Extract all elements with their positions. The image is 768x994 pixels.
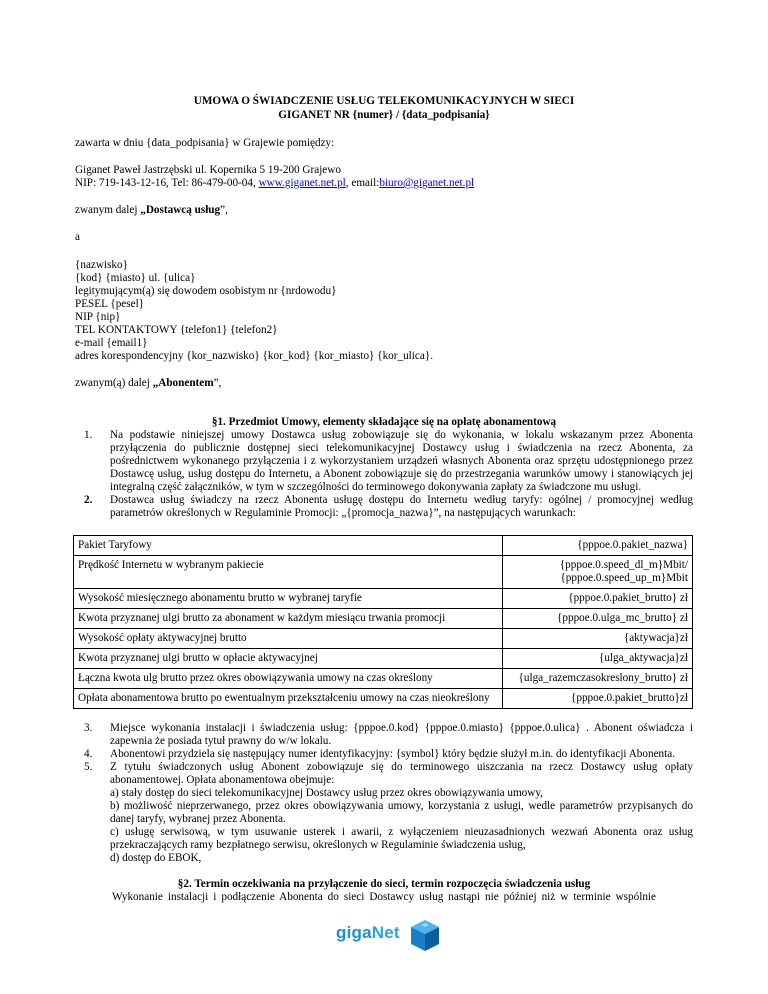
table-row	[74, 556, 693, 589]
tariff-label: Wysokość opłaty aktywacyjnej brutto	[74, 629, 503, 649]
tariff-label: Wysokość miesięcznego abonamentu brutto w wybranej taryfie	[74, 589, 503, 609]
title-line-1: UMOWA O ŚWIADCZENIE USŁUG TELEKOMUNIKACYJNYCH W SIECI	[193, 95, 575, 107]
logo-wordmark	[336, 923, 400, 942]
sublist-item: c) usługę serwisową, w tym usuwanie usterek i awarii, z wyłączeniem nieuzasadnionych wezwań Abonenta oraz usług przekraczających ramy bezpłatnego serwisu, określonych w Regulaminie świadczenia usług,	[110, 826, 693, 851]
item-text: Miejsce wykonania instalacji i świadczenia usług: {pppoe.0.kod} {pppoe.0.miasto} {pppoe.0.ulica} . Abonent oświadcza i zapewnia że posiada tytuł prawny do w/w lokalu.	[110, 722, 693, 747]
provider-line-1: Giganet Paweł Jastrzębski ul. Kopernika 5 19-200 Grajewo	[75, 164, 341, 176]
list-item	[75, 748, 693, 761]
list-item	[75, 429, 693, 494]
tariff-value: {pppoe.0.ulga_mc_brutto} zł	[503, 609, 693, 629]
tariff-label: Kwota przyznanej ulgi brutto w opłacie aktywacyjnej	[74, 649, 503, 669]
website-link[interactable]: www.giganet.net.pl	[258, 177, 346, 189]
list-item	[75, 761, 693, 865]
provider-role-prefix: zwanym dalej	[75, 204, 141, 216]
client-email: e-mail {email1}	[75, 337, 148, 349]
item-number: 4.	[84, 748, 93, 760]
section-1-list	[75, 429, 693, 520]
list-item	[75, 722, 693, 748]
item-text: Z tytułu świadczonych usług Abonent zobowiązuje się do terminowego uiszczania na rzecz Dostawcy usług opłaty abonamentowej. Opłata abonamentowa obejmuje:	[110, 761, 693, 786]
client-correspondence-address: adres korespondencyjny {kor_nazwisko} {kor_kod} {kor_miasto} {kor_ulica}.	[75, 350, 433, 362]
provider-nip-tel: NIP: 719-143-12-16, Tel: 86-479-00-04,	[75, 177, 259, 189]
sublist-item: b) możliwość nieprzerwanego, przez okres obowiązywania umowy, korzystania z usługi, wedle parametrów przypisanych do danej taryfy, wybranej przez Abonenta.	[110, 800, 693, 825]
client-id-card: legitymującym(ą) się dowodem osobistym nr {nrdowodu}	[75, 285, 337, 297]
client-role-name: „Abonentem	[152, 377, 214, 389]
client-role	[75, 377, 693, 390]
item-number: 2.	[84, 494, 93, 506]
client-block	[75, 259, 693, 363]
logo-text-net: Net	[371, 923, 400, 942]
tariff-value: {pppoe.0.pakiet_brutto}zł	[503, 689, 693, 709]
logo-text-giga: giga	[336, 923, 372, 942]
sublist-item: a) stały dostęp do sieci telekomunikacyjnej Dostawcy usług przez okres obowiązywania umowy,	[110, 787, 543, 799]
email-link[interactable]: biuro@giganet.net.pl	[379, 177, 475, 189]
speed-download: {pppoe.0.speed_dl_m}Mbit/	[559, 559, 688, 571]
table-row	[74, 609, 693, 629]
client-role-prefix: zwanym(ą) dalej	[75, 377, 153, 389]
item-number: 5.	[84, 761, 93, 773]
client-address: {kod} {miasto} ul. {ulica}	[75, 272, 196, 284]
client-role-suffix: ”,	[213, 377, 222, 389]
tariff-table	[73, 535, 693, 709]
table-row	[74, 649, 693, 669]
item-text: Na podstawie niniejszej umowy Dostawca usług zobowiązuje się do wykonania, w lokalu wskazanym przez Abonenta przyłączenia do publicznie dostępnej sieci telekomunikacyjnej Dostawcy usług i świadczenia na rzecz Abonenta, za pośrednictwem wykonanego przyłączenia i z wykorzystaniem urządzeń własnych Abonenta oraz sprzętu udostępnionego przez Dostawcę usług, usług dostępu do Internetu, a Abonent zobowiązuje się do przestrzegania warunków umowy i stanowiących jej integralną część załączników, w tym w szczególności do terminowego dokonywania zapłaty za świadczone mu usługi.	[110, 429, 693, 493]
tariff-value	[503, 556, 693, 589]
tariff-value: {pppoe.0.pakiet_brutto} zł	[503, 589, 693, 609]
tariff-value: {ulga_razemczasokreslony_brutto} zł	[503, 669, 693, 689]
intro-text: zawarta w dniu {data_podpisania} w Grajewie pomiędzy:	[75, 137, 335, 149]
item-number: 1.	[84, 429, 93, 441]
speed-upload: {pppoe.0.speed_up_m}Mbit	[560, 572, 688, 584]
tariff-label: Kwota przyznanej ulgi brutto za abonament w każdym miesiącu trwania promocji	[74, 609, 503, 629]
tariff-label: Opłata abonamentowa brutto po ewentualnym przekształceniu umowy na czas nieokreślony	[74, 689, 503, 709]
client-name: {nazwisko}	[75, 259, 128, 271]
tariff-label: Pakiet Taryfowy	[74, 536, 503, 556]
provider-role	[75, 204, 693, 217]
provider-role-suffix: ”,	[220, 204, 228, 216]
cube-icon	[408, 918, 442, 954]
table-row	[74, 536, 693, 556]
tariff-label: Prędkość Internetu w wybranym pakiecie	[74, 556, 503, 589]
document-title	[75, 95, 693, 122]
table-row	[74, 589, 693, 609]
section-2-text: Wykonanie instalacji i podłączenie Abonenta do sieci Dostawcy usług nastąpi nie później niż w terminie wspólnie	[111, 891, 656, 903]
table-row	[74, 629, 693, 649]
table-row	[74, 669, 693, 689]
section-2-title: §2. Termin oczekiwania na przyłączenie do sieci, termin rozpoczęcia świadczenia usług	[177, 878, 591, 890]
conjunction: a	[75, 231, 80, 243]
document-page	[75, 0, 693, 904]
client-pesel: PESEL {pesel}	[75, 298, 145, 310]
sublist-item: d) dostęp do EBOK,	[110, 852, 202, 864]
item-text: Dostawca usług świadczy na rzecz Abonenta usługę dostępu do Internetu według taryfy: ogólnej / promocyjnej według parametrów określonych w Regulaminie Promocji: „{promocja_nazwa}”, na następujących warunkach:	[110, 494, 693, 519]
section-2	[75, 878, 693, 904]
tariff-value: {aktywacja}zł	[503, 629, 693, 649]
email-label: , email:	[345, 177, 380, 189]
client-nip: NIP {nip}	[75, 311, 121, 323]
tariff-value: {ulga_aktywacja}zł	[503, 649, 693, 669]
section-1-title: §1. Przedmiot Umowy, elementy składające się na opłatę abonamentową	[211, 416, 557, 428]
provider-role-name: „Dostawcą usług	[140, 204, 221, 216]
section-1	[75, 416, 693, 865]
title-line-2: GIGANET NR {numer} / {data_podpisania}	[278, 108, 490, 121]
client-phone: TEL KONTAKTOWY {telefon1} {telefon2}	[75, 324, 278, 336]
section-1-list-continued	[75, 722, 693, 865]
tariff-value: {pppoe.0.pakiet_nazwa}	[503, 536, 693, 556]
provider-block	[75, 164, 693, 190]
item-text: Abonentowi przydziela się następujący numer identyfikacyjny: {symbol} który będzie służył m.in. do identyfikacji Abonenta.	[110, 748, 676, 760]
giganet-logo	[336, 916, 446, 956]
table-row	[74, 689, 693, 709]
provider-line-2	[75, 177, 693, 190]
tariff-label: Łączna kwota ulg brutto przez okres obowiązywania umowy na czas określony	[74, 669, 503, 689]
item-number: 3.	[84, 722, 93, 734]
list-item	[75, 494, 693, 520]
